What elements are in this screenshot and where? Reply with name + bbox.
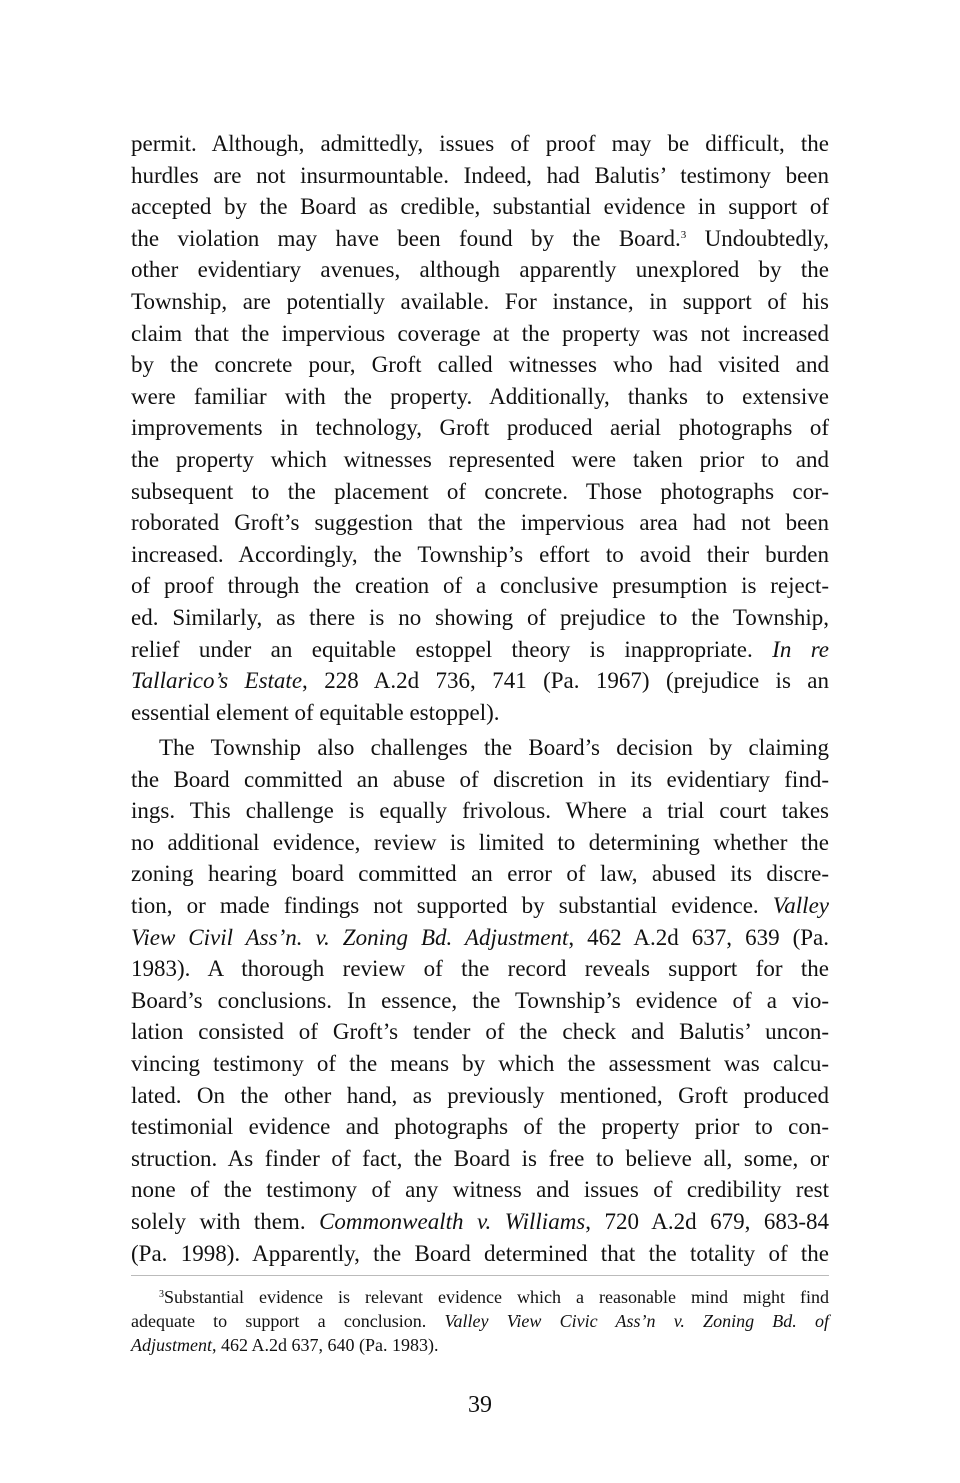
text-line: by the concrete pour, Groft called witnesses who had visited and [131, 352, 829, 378]
text-line [131, 634, 829, 666]
text-line: lation consisted of Groft’s tender of the check and Balutis’ uncon- [131, 1019, 829, 1045]
text-line: vincing testimony of the means by which the assessment was calcu- [131, 1051, 829, 1076]
page-number: 39 [468, 1392, 492, 1418]
text-line: of proof through the creation of a conclusive presumption is reject- [131, 573, 829, 599]
text-line: the Board committed an abuse of discretion in its evidentiary find- [131, 766, 829, 792]
case-citation: View Civil Ass’n. v. Zoning Bd. Adjustment [131, 924, 569, 950]
footnote-reference: 3 [680, 228, 687, 241]
text-line: The Township also challenges the Board’s decision by claiming [159, 735, 829, 760]
text-segment: , 462 A.2d 637, 640 (Pa. 1983). [212, 1335, 439, 1355]
text-line: Board’s conclusions. In essence, the Township’s evidence of a vio- [131, 987, 829, 1013]
case-citation: Tallarico’s Estate [131, 668, 303, 694]
case-citation: In re [772, 636, 830, 662]
footnote-divider [131, 1275, 829, 1276]
text-line: 1983). A thorough review of the record reveals support for the [131, 956, 829, 982]
text-line: none of the testimony of any witness and issues of credibility rest [131, 1177, 829, 1203]
text-segment: tion, or made findings not supported by substantial evidence. [131, 893, 759, 918]
text-line: were familiar with the property. Additionally, thanks to extensive [131, 383, 829, 409]
text-segment: , 228 A.2d 736, 741 (Pa. 1967) (prejudice is an [302, 668, 829, 694]
text-line [131, 665, 829, 697]
text-line: improvements in technology, Groft produced aerial photographs of [131, 415, 829, 441]
text-line: Township, are potentially available. For instance, in support of his [131, 289, 829, 314]
text-line: ed. Similarly, as there is no showing of prejudice to the Township, [131, 605, 829, 630]
text-line [131, 890, 829, 922]
text-line: ings. This challenge is equally frivolous. Where a trial court takes [131, 798, 829, 824]
text-line: hurdles are not insurmountable. Indeed, had Balutis’ testimony been [131, 162, 829, 188]
text-line: lated. On the other hand, as previously mentioned, Groft produced [131, 1082, 829, 1108]
text-segment: adequate to support a conclusion. [131, 1311, 427, 1331]
text-segment: the violation may have been found by the Board. [131, 225, 681, 251]
text-line: essential element of equitable estoppel). [131, 699, 500, 725]
text-line: increased. Accordingly, the Township’s effort to avoid their burden [131, 541, 829, 567]
text-line: the property which witnesses represented were taken prior to and [131, 447, 829, 472]
text-segment: Undoubtedly, [704, 225, 829, 251]
text-line: subsequent to the placement of concrete. Those photographs cor- [131, 478, 829, 504]
text-line: no additional evidence, review is limited to determining whether the [131, 829, 829, 855]
text-line: permit. Although, admittedly, issues of proof may be difficult, the [131, 131, 829, 156]
text-segment: relief under an equitable estoppel theory is inappropriate. [131, 636, 753, 662]
text-line: claim that the impervious coverage at the property was not increased [131, 320, 829, 346]
case-citation: Adjustment [131, 1335, 212, 1355]
text-line: testimonial evidence and photographs of the property prior to con- [131, 1114, 829, 1140]
text-line: zoning hearing board committed an error of law, abused its discre- [131, 861, 829, 887]
case-citation: Valley View Civic Ass’n v. Zoning Bd. of [444, 1311, 830, 1331]
text-line: roborated Groft’s suggestion that the impervious area had not been [131, 510, 829, 536]
text-line: (Pa. 1998). Apparently, the Board determined that the totality of the [131, 1240, 829, 1266]
text-line [131, 1206, 829, 1238]
text-segment: solely with them. [131, 1209, 306, 1234]
text-segment: , 462 A.2d 637, 639 (Pa. [568, 924, 829, 950]
text-segment: , 720 A.2d 679, 683-84 [585, 1209, 830, 1234]
case-citation: Valley [772, 893, 829, 918]
text-line: other evidentiary avenues, although apparently unexplored by the [131, 257, 829, 283]
text-segment: Substantial evidence is relevant evidence which a reasonable mind might find [164, 1287, 829, 1307]
footnote-mark: 3 [159, 1289, 164, 1300]
text-line: accepted by the Board as credible, substantial evidence in support of [131, 194, 829, 220]
footnote-line [131, 1333, 829, 1357]
text-line [131, 922, 829, 954]
footnote-line [131, 1309, 829, 1333]
text-line: struction. As finder of fact, the Board is free to believe all, some, or [131, 1145, 829, 1171]
case-citation: Commonwealth v. Williams [319, 1209, 586, 1234]
